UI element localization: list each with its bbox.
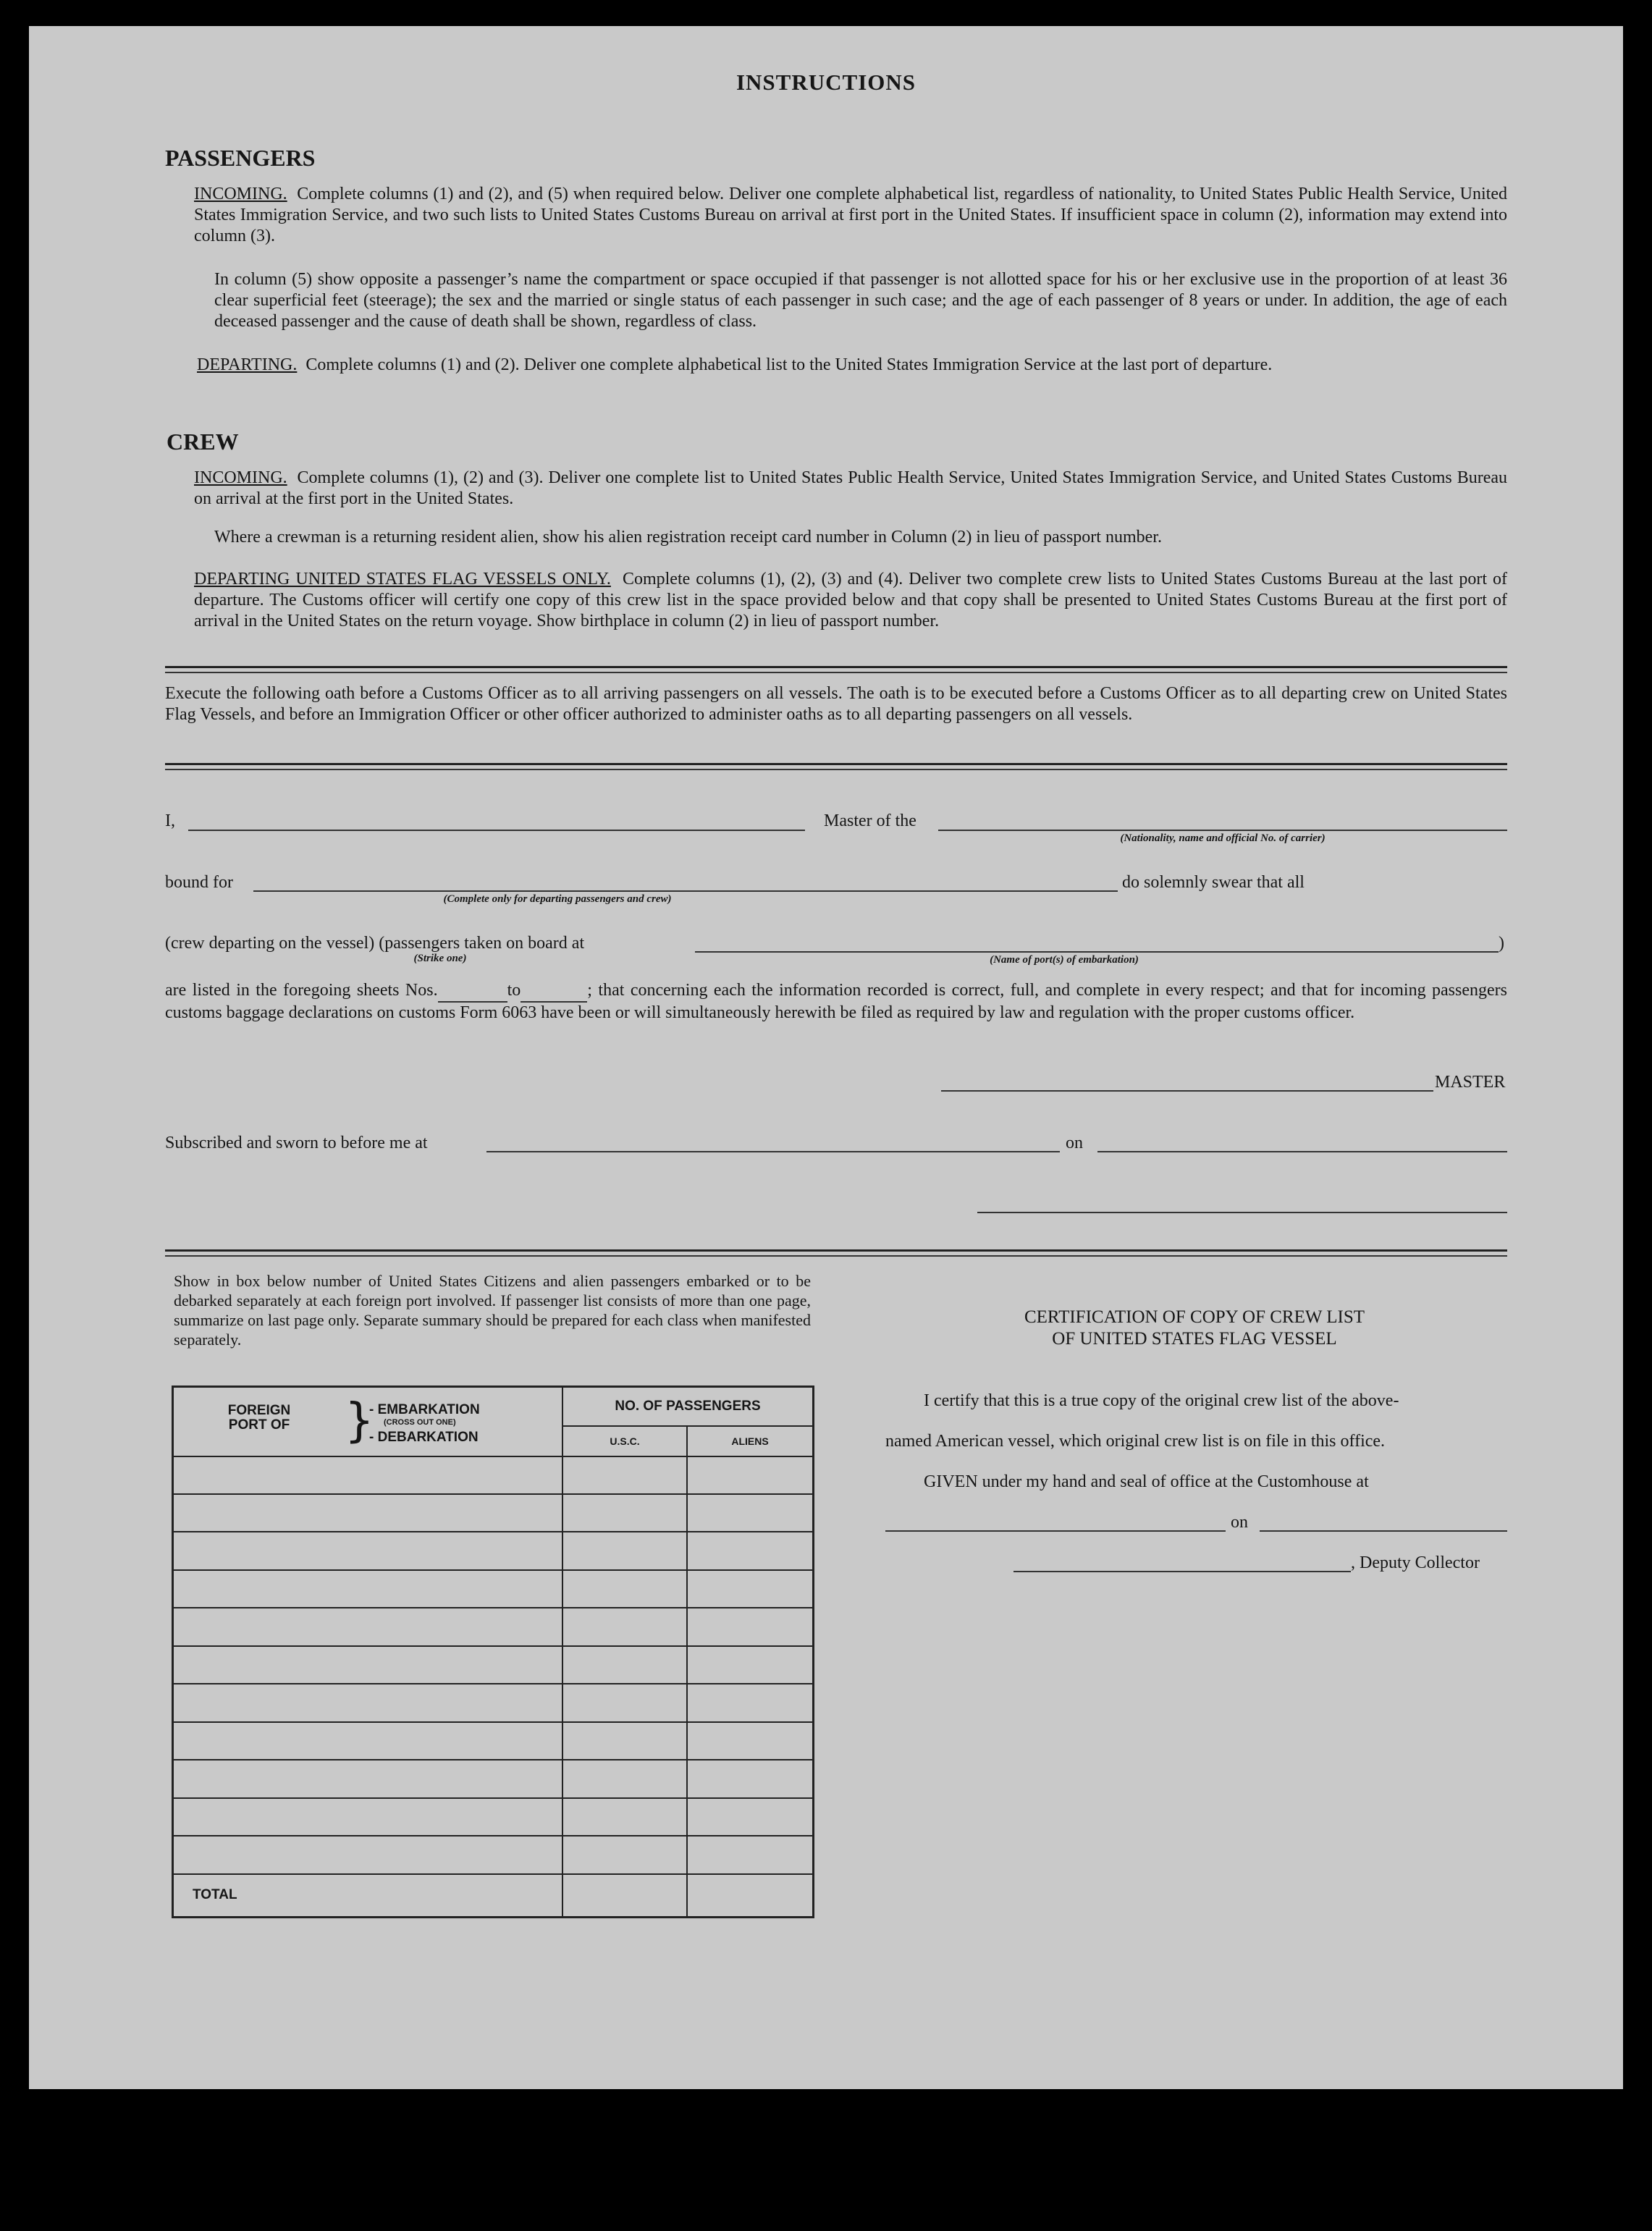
table-row[interactable] (173, 1798, 814, 1836)
passengers-incoming-text: Complete columns (1) and (2), and (5) when required below. Deliver one complete alphabetical list, regardless of nationality, to United States Public Health Service, United States Immigration Service, and two such lists to United States Customs Bureau on arrival at first port in the United States. If insufficient space in column (2), information may extend into column (3). (194, 185, 1507, 245)
passengers-column5-paragraph: In column (5) show opposite a passenger’s name the compartment or space occupied if that passenger is not allotted space for his or her exclusive use in the proportion of at least 36 clear superficial feet (steerage); the sex and the married or single status of each passenger in such case; and the age of each passenger of 8 years or under. In addition, the age of each deceased passenger and the cause of death shall be shown, regardless of class. (214, 270, 1507, 331)
foreign-port-header: FOREIGN PORT OF (227, 1403, 291, 1433)
certification-on-label: on (1231, 1513, 1248, 1532)
subscribed-label: Subscribed and sworn to before me at (165, 1134, 428, 1152)
table-row[interactable] (173, 1570, 814, 1608)
table-row[interactable] (173, 1646, 814, 1684)
section-divider-thin (165, 672, 1507, 673)
swear-text: do solemnly swear that all (1122, 873, 1305, 892)
master-signature-field[interactable] (941, 1090, 1433, 1092)
port-hint: (Name of port(s) of embarkation) (990, 954, 1139, 966)
brace-icon: } (345, 1394, 374, 1448)
usc-header: U.S.C. (562, 1426, 687, 1456)
master-name-field[interactable] (188, 830, 805, 831)
bound-for-hint: (Complete only for departing passengers and crew) (443, 893, 672, 905)
master-label: MASTER (1435, 1073, 1506, 1092)
table-row[interactable] (173, 1494, 814, 1532)
table-row[interactable] (173, 1456, 814, 1494)
table-row[interactable] (173, 1608, 814, 1645)
table-row[interactable] (173, 1760, 814, 1797)
oath-i-label: I, (165, 811, 175, 830)
crew-departing-text: Complete columns (1), (2), (3) and (4). Deliver two complete crew lists to United States Customs Bureau at the last port of departure. The Customs officer will certify one copy of this crew list in the space provided below and that copy shall be presented to United States Customs Bureau at the first port of arrival in the United States on the return voyage. Show birthplace in column (2) in lieu of passport number. (194, 570, 1507, 630)
listed-to-label: to (507, 981, 521, 1000)
officer-signature-field[interactable] (977, 1212, 1507, 1213)
sheet-to-field[interactable] (521, 980, 587, 1003)
crew-incoming-text: Complete columns (1), (2) and (3). Deliver one complete list to United States Public Health Service, United States Immigration Service, and United States Customs Bureau on arrival at the first port in the United States. (194, 468, 1507, 508)
certification-line-3: GIVEN under my hand and seal of office at the Customhouse at (924, 1472, 1369, 1491)
certification-line-2: named American vessel, which original crew list is on file in this office. (885, 1432, 1386, 1451)
passengers-departing-label: DEPARTING. (197, 355, 298, 374)
deputy-collector-label: , Deputy Collector (1351, 1553, 1480, 1572)
embarkation-port-field[interactable] (695, 951, 1499, 953)
passenger-summary-table (172, 1386, 814, 1918)
section-divider (165, 666, 1507, 668)
customhouse-field[interactable] (885, 1530, 1226, 1532)
oath-intro: Execute the following oath before a Customs Officer as to all arriving passengers on all vessels. The oath is to be executed before a Customs Officer as to all departing crew on United States Flag Vessels, and before an Immigration Officer or other officer authorized to administer oaths as to all departing passengers on all vessels. (165, 684, 1507, 724)
crew-incoming-paragraph (194, 468, 1507, 510)
crew-departing-label: DEPARTING UNITED STATES FLAG VESSELS ONLY. (194, 570, 611, 589)
passengers-heading: PASSENGERS (165, 145, 316, 171)
total-row[interactable] (173, 1874, 814, 1918)
listed-text-b: ; that concerning each the information recorded is correct, full, and complete in every respect; and that for incoming passengers customs baggage declarations on customs Form 6063 have been or will simultaneously herewith be filed as required by law and regulation with the proper customs officer. (165, 981, 1507, 1022)
carrier-field[interactable] (938, 830, 1507, 831)
sworn-date-field[interactable] (1097, 1151, 1507, 1152)
certification-title-1: CERTIFICATION OF COPY OF CREW LIST (1024, 1307, 1365, 1327)
table-row[interactable] (173, 1722, 814, 1760)
crew-departing-paragraph (194, 569, 1507, 632)
port-header-cell (173, 1387, 563, 1456)
bound-for-field[interactable] (253, 890, 1118, 892)
strike-one-hint: (Strike one) (413, 953, 467, 964)
passengers-incoming-paragraph (194, 184, 1507, 247)
table-row[interactable] (173, 1836, 814, 1873)
crew-passengers-text: (crew departing on the vessel) (passengers taken on board at (165, 934, 585, 953)
embarkation-header: - EMBARKATION (369, 1402, 480, 1417)
total-usc-cell[interactable] (562, 1874, 687, 1918)
aliens-header: ALIENS (687, 1426, 814, 1456)
master-of-label: Master of the (824, 811, 916, 830)
debarkation-header: - DEBARKATION (369, 1430, 479, 1445)
bound-for-label: bound for (165, 873, 233, 892)
cross-out-hint: (CROSS OUT ONE) (384, 1418, 456, 1427)
total-label: TOTAL (173, 1874, 563, 1918)
summary-divider (165, 1249, 1507, 1252)
certification-line-1: I certify that this is a true copy of the original crew list of the above- (924, 1391, 1399, 1410)
passengers-incoming-label: INCOMING. (194, 185, 287, 203)
certification-date-field[interactable] (1260, 1530, 1507, 1532)
passengers-departing-text: Complete columns (1) and (2). Deliver one complete alphabetical list to the United States Immigration Service at the last port of departure. (305, 355, 1273, 374)
passengers-departing-paragraph (197, 355, 1507, 376)
deputy-signature-field[interactable] (1013, 1571, 1351, 1572)
oath-divider (165, 763, 1507, 765)
crew-resident-alien-paragraph: Where a crewman is a returning resident alien, show his alien registration receipt card number in Column (2) in lieu of passport number. (214, 528, 1162, 547)
page-title: INSTRUCTIONS (736, 69, 916, 95)
sworn-on-label: on (1066, 1134, 1083, 1152)
close-paren: ) (1499, 934, 1504, 953)
certification-title-2: OF UNITED STATES FLAG VESSEL (1052, 1329, 1337, 1349)
summary-text: Show in box below number of United States Citizens and alien passengers embarked or to be debarked separately at each foreign port involved. If passenger list consists of more than one page, summarize on last page only. Separate summary should be prepared for each class when manifested separately. (174, 1272, 811, 1349)
form-sheet (29, 26, 1623, 2089)
summary-divider-thin (165, 1255, 1507, 1257)
table-row[interactable] (173, 1532, 814, 1569)
total-aliens-cell[interactable] (687, 1874, 814, 1918)
crew-heading: CREW (167, 429, 239, 455)
no-of-passengers-header: NO. OF PASSENGERS (562, 1387, 814, 1426)
sworn-place-field[interactable] (486, 1151, 1060, 1152)
oath-divider-thin (165, 769, 1507, 770)
listed-paragraph (165, 980, 1507, 1024)
carrier-hint: (Nationality, name and official No. of carrier) (1120, 832, 1326, 844)
crew-incoming-label: INCOMING. (194, 468, 287, 487)
table-row[interactable] (173, 1684, 814, 1721)
listed-text-a: are listed in the foregoing sheets Nos. (165, 981, 438, 1000)
sheet-from-field[interactable] (438, 980, 507, 1003)
